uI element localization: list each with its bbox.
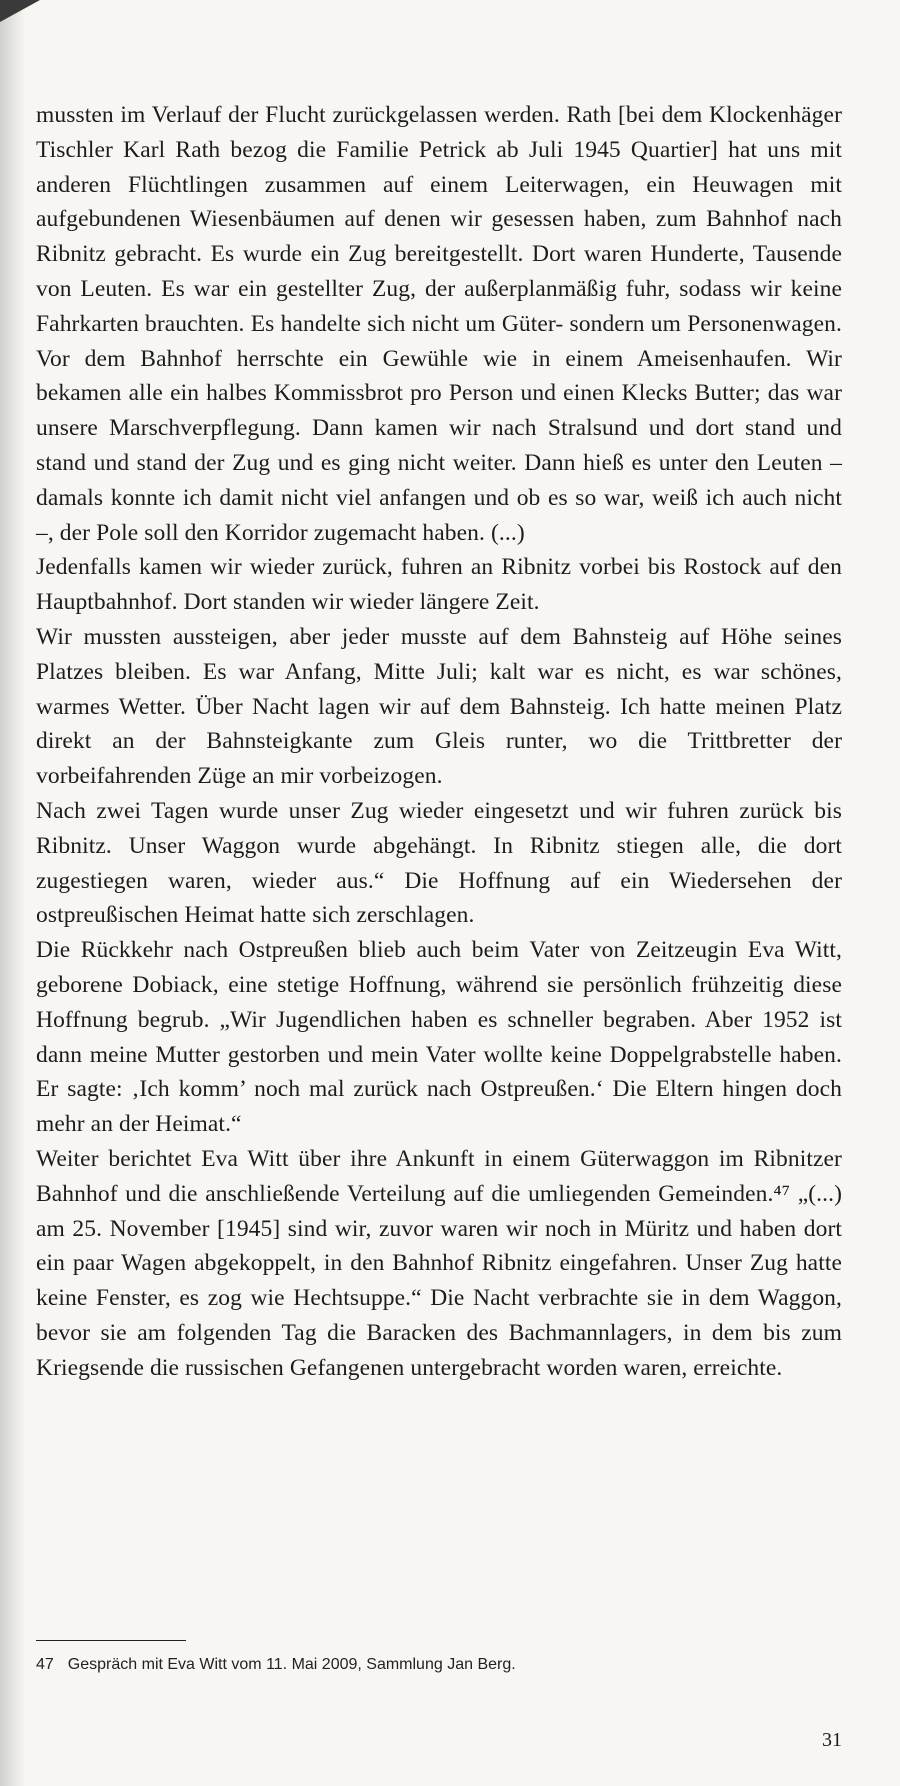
paragraph-5: Die Rückkehr nach Ostpreußen blieb auch beim Vater von Zeitzeugin Eva Witt, geborene Dobiack, eine stetige Hoffnung, während sie persönlich frühzeitig diese Hoffnung begrub. „Wir Jugendlichen haben es schneller begraben. Aber 1952 ist dann meine Mutter gestorben und mein Vater wollte keine Doppelgrabstelle haben. Er sagte: ‚Ich komm’ noch mal zurück nach Ostpreußen.‘ Die Eltern hingen doch mehr an der Heimat.“: [36, 937, 842, 1138]
footnote-text: Gespräch mit Eva Witt vom 11. Mai 2009, Sammlung Jan Berg.: [67, 1656, 516, 1673]
footnote-divider: [36, 1640, 186, 1641]
paragraph-2: Jedenfalls kamen wir wieder zurück, fuhren an Ribnitz vorbei bis Rostock auf den Hauptbahnhof. Dort standen wir wieder längere Zeit.: [36, 554, 842, 616]
scan-corner-shadow: [0, 0, 40, 22]
page-binding-shadow: [0, 0, 26, 1786]
page-number: 31: [822, 1729, 842, 1751]
paragraph-3: Wir mussten aussteigen, aber jeder musste auf dem Bahnsteig auf Höhe seines Platzes bleiben. Es war Anfang, Mitte Juli; kalt war es nicht, es war schönes, warmes Wetter. Über Nacht lagen wir auf dem Bahnsteig. Ich hatte meinen Platz direkt an der Bahnsteigkante zum Gleis runter, wo die Trittbretter der vorbeifahrenden Züge an mir vorbeizogen.: [36, 623, 842, 790]
footnote-number: 47: [36, 1656, 54, 1673]
paragraph-6: Weiter berichtet Eva Witt über ihre Ankunft in einem Güterwaggon im Ribnitzer Bahnhof und die anschließende Verteilung auf die umliegenden Gemeinden.⁴⁷ „(...) am 25. November [1945] sind wir, zuvor waren wir noch in Müritz und haben dort ein paar Wagen abgekoppelt, in den Bahnhof Ribnitz eingefahren. Unser Zug hatte keine Fenster, es zog wie Hechtsuppe.“ Die Nacht verbrachte sie in dem Waggon, bevor sie am folgenden Tag die Baracken des Bachmannlagers, in dem bis zum Kriegsende die russischen Gefangenen untergebracht worden waren, erreichte.: [36, 1145, 842, 1381]
paragraph-1: mussten im Verlauf der Flucht zurückgelassen werden. Rath [bei dem Klockenhäger Tischler Karl Rath bezog die Familie Petrick ab Juli 1945 Quartier] hat uns mit anderen Flüchtlingen zusammen auf einem Leiterwagen, ein Heuwagen mit aufgebundenen Wiesenbäumen auf denen wir gesessen haben, zum Bahnhof nach Ribnitz gebracht. Es wurde ein Zug bereitgestellt. Dort waren Hunderte, Tausende von Leuten. Es war ein gestellter Zug, der außerplanmäßig fuhr, sodass wir keine Fahrkarten brauchten. Es handelte sich nicht um Güter- sondern um Personenwagen. Vor dem Bahnhof herrschte ein Gewühle wie in einem Ameisenhaufen. Wir bekamen alle ein halbes Kommissbrot pro Person und einen Klecks Butter; das war unsere Marschverpflegung. Dann kamen wir nach Stralsund und dort stand und stand und stand der Zug und es ging nicht weiter. Dann hieß es unter den Leuten – damals konnte ich damit nicht viel anfangen und ob es so war, weiß ich auch nicht –, der Pole soll den Korridor zugemacht haben. (...): [36, 102, 842, 546]
paragraph-4: Nach zwei Tagen wurde unser Zug wieder eingesetzt und wir fuhren zurück bis Ribnitz. Unser Waggon wurde abgehängt. In Ribnitz stiegen alle, die dort zugestiegen waren, wieder aus.“ Die Hoffnung auf ein Wiedersehen der ostpreußischen Heimat hatte sich zerschlagen.: [36, 797, 842, 929]
body-text: [36, 98, 842, 1385]
footnote: [36, 1654, 836, 1676]
